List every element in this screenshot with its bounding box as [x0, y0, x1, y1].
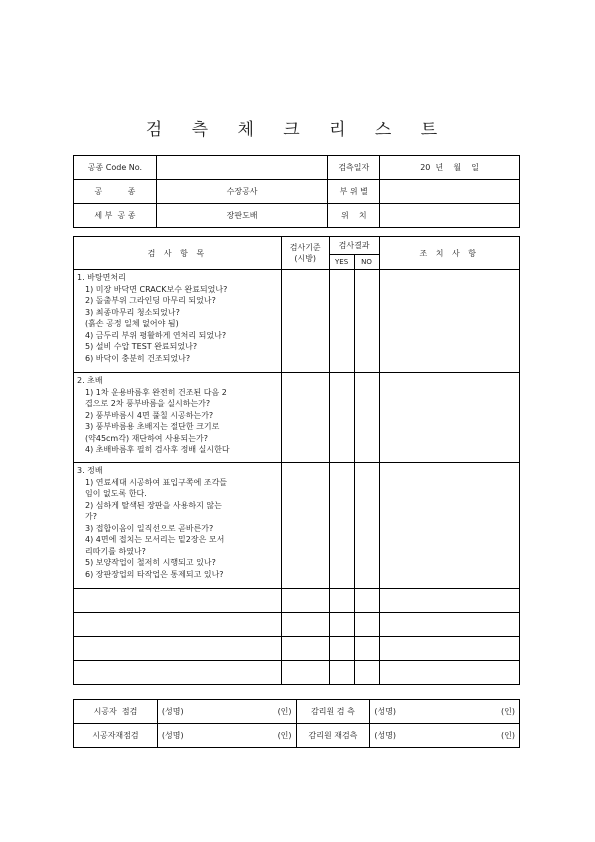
empty-row: [74, 613, 520, 637]
no-cell[interactable]: [354, 463, 379, 589]
no-cell[interactable]: [354, 373, 379, 463]
action-cell[interactable]: [379, 661, 519, 685]
item-cell[interactable]: [74, 589, 282, 613]
inspection-table: [73, 236, 520, 685]
empty-row: [74, 589, 520, 613]
check-item-note: (흙손 공정 일체 없어야 됨): [85, 319, 179, 328]
section-title: 1. 바탕면처리: [77, 273, 126, 282]
no-cell[interactable]: [354, 661, 379, 685]
check-item: 겹으로 2차 풍부바름을 실시하는가?: [85, 399, 211, 408]
check-item: 3) 접합이음이 일직선으로 곧바른가?: [85, 523, 214, 533]
signature-table: [73, 699, 520, 748]
contractor-check-signature[interactable]: [157, 700, 296, 724]
yes-cell[interactable]: [329, 613, 354, 637]
action-cell[interactable]: [379, 637, 519, 661]
action-cell[interactable]: [379, 373, 519, 463]
yes-cell[interactable]: [329, 373, 354, 463]
standard-cell[interactable]: [281, 589, 329, 613]
supervisor-inspect-label: 감리원 검 측: [296, 700, 370, 724]
date-label: 검측일자: [328, 156, 380, 180]
header-table: [73, 155, 520, 228]
yes-cell[interactable]: [329, 589, 354, 613]
yes-cell[interactable]: [329, 270, 354, 373]
col-no-header: NO: [354, 255, 379, 270]
check-item: 2) 풍부바름시 4면 풀칠 시공하는가?: [85, 410, 214, 420]
section-title: 2. 초배: [77, 376, 103, 385]
empty-row: [74, 661, 520, 685]
check-item: 4) 금두리 부위 평활하게 연처리 되었나?: [85, 330, 227, 340]
action-cell[interactable]: [379, 463, 519, 589]
standard-cell[interactable]: [281, 373, 329, 463]
name-label: (성명): [161, 731, 184, 740]
part-label: 부 위 별: [328, 180, 380, 204]
no-cell[interactable]: [354, 637, 379, 661]
standard-cell[interactable]: [281, 661, 329, 685]
check-item: (약45cm각) 재단하여 사용되는가?: [85, 433, 208, 443]
contractor-check-label: 시공자 점검: [74, 700, 158, 724]
check-item: 6) 장판장업의 타작업은 통제되고 있나?: [85, 569, 224, 579]
name-label: (성명): [161, 707, 184, 716]
seal-label: (인): [501, 731, 515, 740]
supervisor-reinspect-label: 감리원 재검측: [296, 724, 370, 748]
section-surface-prep: [74, 270, 282, 373]
check-item: 4) 초배바름후 필히 검사후 정배 실시한다: [85, 445, 230, 454]
check-item: 5) 설비 수압 TEST 완료되었나?: [85, 342, 198, 351]
no-cell[interactable]: [354, 270, 379, 373]
seal-label: (인): [501, 707, 515, 716]
item-cell[interactable]: [74, 637, 282, 661]
yes-cell[interactable]: [329, 463, 354, 589]
item-cell[interactable]: [74, 613, 282, 637]
check-item: 6) 바닥이 충분히 건조되었나?: [85, 353, 191, 363]
name-label: (성명): [374, 707, 397, 716]
standard-cell[interactable]: [281, 463, 329, 589]
check-item: 리따기를 하였나?: [85, 546, 146, 556]
col-item-header: 검 사 항 목: [74, 237, 282, 270]
no-cell[interactable]: [354, 613, 379, 637]
col-standard-header: 검사기준 (시방): [281, 237, 329, 270]
check-item: 5) 보양작업이 철저히 시행되고 있나?: [85, 558, 216, 567]
name-label: (성명): [374, 731, 397, 740]
detail-type-value[interactable]: 장판도배: [156, 204, 327, 228]
check-item: 1) 연료세대 시공하여 표입구쪽에 조각들: [85, 477, 228, 487]
standard-cell[interactable]: [281, 637, 329, 661]
check-item: 임이 없도록 한다.: [85, 489, 147, 498]
section-finish: [74, 463, 282, 589]
item-cell[interactable]: [74, 661, 282, 685]
supervisor-inspect-signature[interactable]: [370, 700, 520, 724]
date-value[interactable]: 20 년 월 일: [380, 156, 520, 180]
section-title: 3. 정배: [77, 466, 103, 475]
position-label: 위 치: [328, 204, 380, 228]
check-item: 3) 풍부바름용 초배지는 절단한 크기로: [85, 422, 220, 431]
seal-label: (인): [277, 707, 292, 716]
work-type-label: 공 종: [74, 180, 157, 204]
contractor-recheck-label: 시공자재점검: [74, 724, 158, 748]
action-cell[interactable]: [379, 270, 519, 373]
code-value[interactable]: [156, 156, 327, 180]
col-action-header: 조 치 사 항: [379, 237, 519, 270]
yes-cell[interactable]: [329, 637, 354, 661]
section-base-paper: [74, 373, 282, 463]
contractor-recheck-signature[interactable]: [157, 724, 296, 748]
check-item: 2) 심하게 탈색된 장판을 사용하지 않는: [85, 500, 222, 510]
page-title: 검 측 체 크 리 스 트: [145, 120, 450, 140]
standard-cell[interactable]: [281, 270, 329, 373]
action-cell[interactable]: [379, 613, 519, 637]
check-item: 1) 미장 바닥면 CRACK보수 완료되었나?: [85, 284, 228, 294]
check-item: 3) 최종마무리 청소되었나?: [85, 307, 180, 317]
detail-type-label: 세 부 공 종: [74, 204, 157, 228]
supervisor-reinspect-signature[interactable]: [370, 724, 520, 748]
standard-cell[interactable]: [281, 613, 329, 637]
empty-row: [74, 637, 520, 661]
col-yes-header: YES: [329, 255, 354, 270]
action-cell[interactable]: [379, 589, 519, 613]
check-item: 1) 1차 운용바름후 완전히 건조된 다음 2: [85, 387, 227, 397]
no-cell[interactable]: [354, 589, 379, 613]
check-item: 가?: [85, 512, 97, 521]
position-value[interactable]: [380, 204, 520, 228]
work-type-value[interactable]: 수장공사: [156, 180, 327, 204]
check-item: 2) 돌출부위 그라인딩 마무리 되었나?: [85, 296, 216, 305]
col-result-header: 검사결과: [329, 237, 379, 255]
yes-cell[interactable]: [329, 661, 354, 685]
part-value[interactable]: [380, 180, 520, 204]
check-item: 4) 4면에 접치는 모서리는 밑2장은 모서: [85, 535, 225, 544]
code-label: 공종 Code No.: [74, 156, 157, 180]
seal-label: (인): [277, 731, 292, 740]
